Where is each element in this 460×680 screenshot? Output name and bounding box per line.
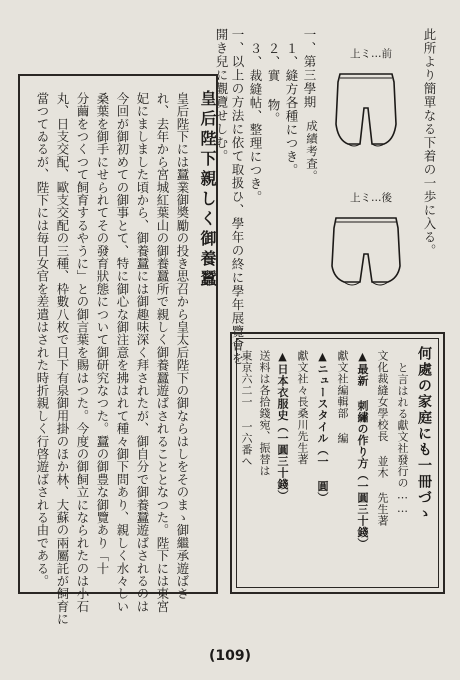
article-line: 當つてゐるが、陛下には毎日女官を差遣はされた時折親しく行啓遊ばされる由である。 — [35, 92, 50, 588]
article-line: 桑葉を御手にせられてその發育狀態について御研究なつた。蠶の御豊な御覽あり「十 — [95, 92, 110, 575]
ad-shipping-note: 送料は各拾錢宛、振替は — [258, 350, 271, 477]
exhibition-note: 一、以上の方法に依て取扱ひ、學年の終に學年展覽會を — [230, 28, 245, 366]
article-headline: 皇后陛下親しく御養蠶 — [198, 90, 217, 290]
ad-book-clothing-history: ▲日本衣服史（一圓三十錢） — [276, 350, 289, 502]
ad-book-embroidery: ▲最新 刺繡の作り方（一圓三十錢） — [356, 350, 369, 550]
grade-review: 成績考査。 — [305, 120, 319, 183]
item-actual-objects: ２、實 物。 — [266, 42, 281, 126]
article-line: 分繭をつくつて飼育するやうに」との御言葉を賜はつた。今度の御飼立になられたのは小石 — [75, 92, 90, 613]
article-line: 妃にましました頃から、御養蠶には御趣味深く拜されたが、御自分で御養蠶遊ばされるのは — [135, 92, 150, 613]
ad-title: 何處の家庭にも一冊づゝ — [416, 346, 432, 522]
item-sewing-notebook: ３、裁縫帖、整理につき。 — [248, 42, 263, 204]
caption-back: 上ミ…後 — [350, 192, 392, 204]
ad-editor-line: 獻文社編輯部 編 — [336, 350, 349, 444]
garment-back-illustration — [326, 196, 406, 306]
article-line: 今回が御初めての御事とて、特に御心な御注意を拂はれて種々御下問あり、親しく水々しい — [115, 92, 130, 613]
exhibition-note-cont: 開き兒に觀覽せしむ。 — [214, 28, 229, 163]
ad-transfer-account: 東京六二一 一六番へ — [240, 350, 253, 467]
item-sewing-methods: １、縫方各種につき。 — [284, 42, 299, 177]
term-heading: 一、第三學期 — [302, 28, 317, 109]
page-number: (109) — [208, 648, 252, 664]
ad-author-line-2: 獻文社々長桑川先生著 — [296, 350, 309, 465]
ad-subtitle: と言はれる獻文社發行の…… — [396, 362, 409, 516]
article-line: れ、去年から宮城紅葉山の御養蠶所で親しく御養蠶遊ばされることとなつた。陛下には東宮 — [155, 92, 170, 613]
ad-author-line: 文化裁縫女學校長 並木 先生著 — [376, 350, 389, 527]
garment-front-illustration — [326, 52, 406, 162]
ad-book-newstyle: ▲ニュースタイル（一 圓） — [316, 350, 329, 504]
article-line: 丸、日支交配、歐支交配の三種、枠數八枚で日下有泉御用掛のほか林、大蘇の兩屬託が飼育に — [55, 92, 70, 626]
article-line: 皇后陛下には蠶業御奬勵の投き思召から皇太后陛下の御ならはしをそのまゝ御繼承遊ばさ — [175, 92, 190, 600]
caption-front: 上ミ…前 — [350, 48, 392, 60]
intro-line: 此所より簡單なる下着の一歩に入る。 — [422, 28, 437, 258]
